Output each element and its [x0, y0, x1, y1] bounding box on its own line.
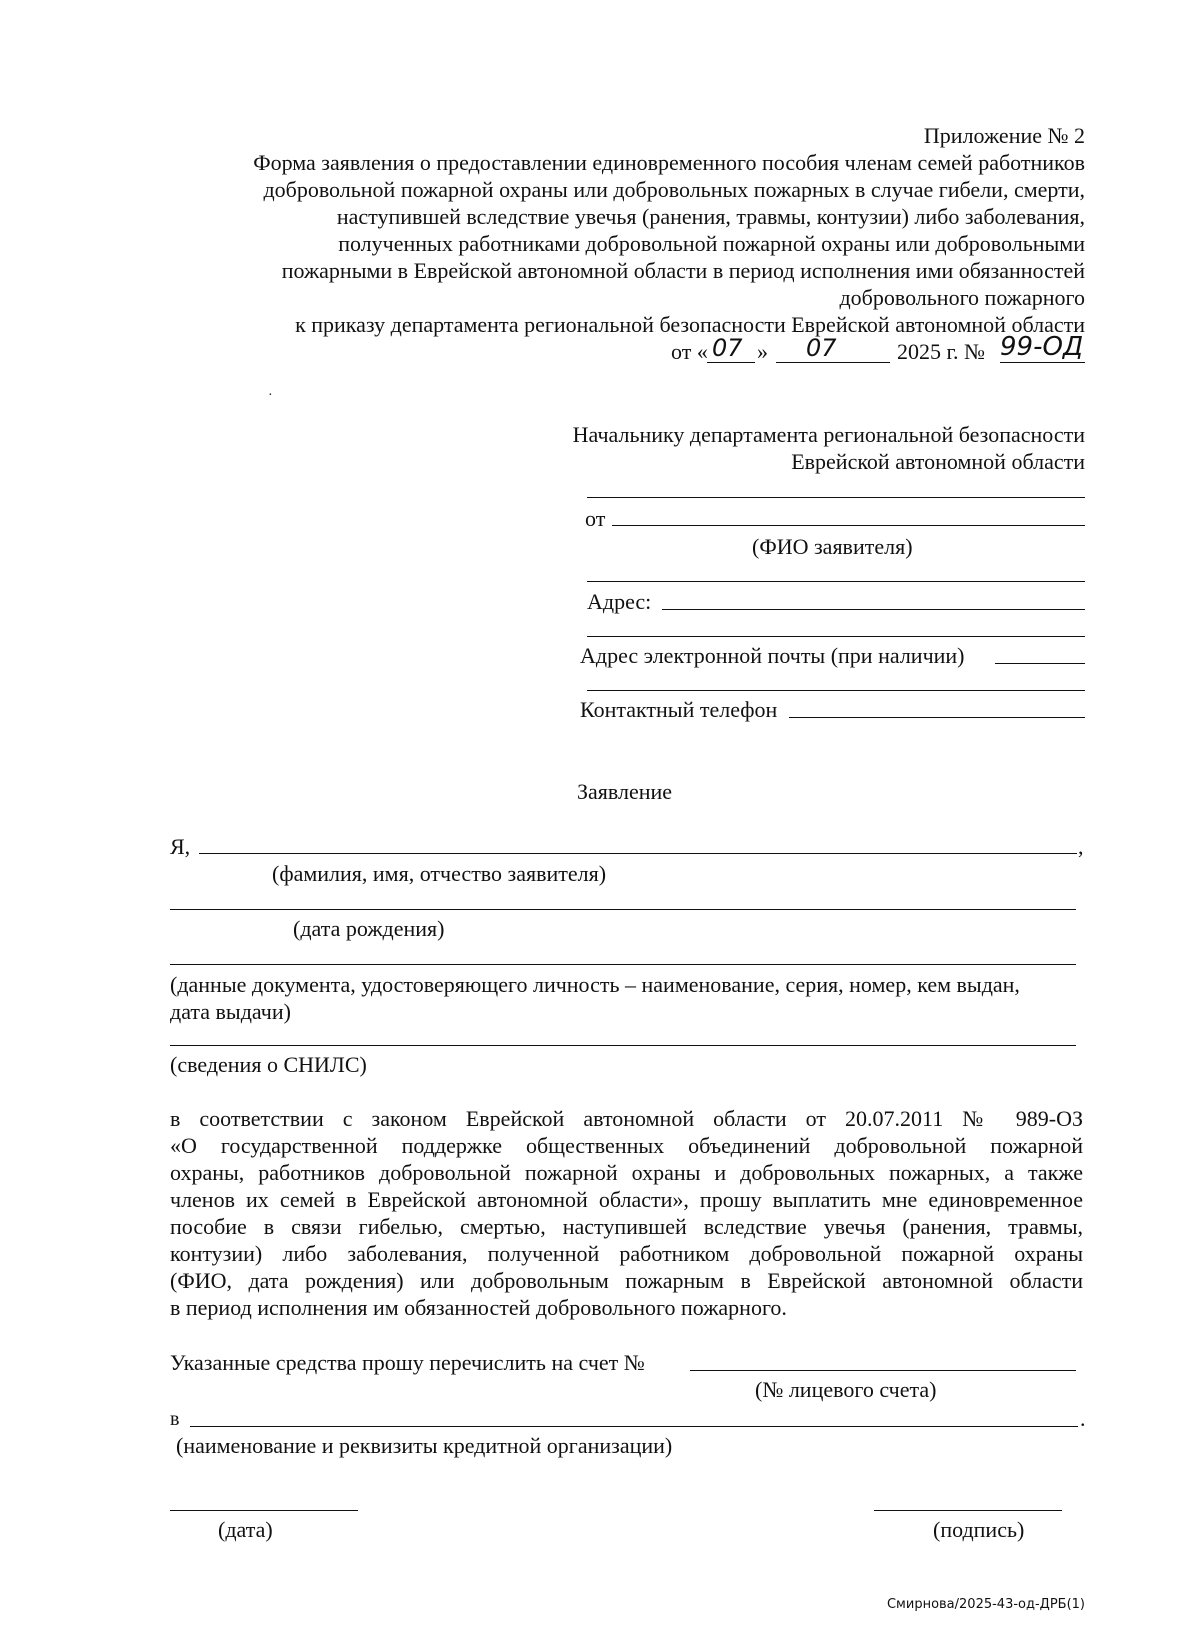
- body-line-6: контузии) либо заболевания, полученной работником добровольной пожарной охраны: [170, 1241, 1083, 1266]
- stray-dot: ·: [268, 388, 273, 403]
- date-field[interactable]: [170, 1510, 358, 1511]
- order-date-mid: »: [757, 339, 768, 364]
- order-day-handwritten: 07: [712, 334, 743, 362]
- addressee-blank-line-2[interactable]: [587, 581, 1085, 582]
- snils-field[interactable]: [170, 1045, 1076, 1046]
- form-title-line-6: добровольного пожарного: [839, 285, 1085, 310]
- address-field[interactable]: [662, 609, 1085, 610]
- email-field[interactable]: [995, 663, 1085, 664]
- order-month-handwritten: 07: [806, 334, 837, 362]
- order-date-prefix: от «: [671, 339, 708, 364]
- form-title-line-2: добровольной пожарной охраны или добровольных пожарных в случае гибели, смерти,: [263, 177, 1085, 202]
- phone-label: Контактный телефон: [580, 697, 778, 722]
- account-number-field[interactable]: [690, 1370, 1076, 1371]
- applicant-fio-caption: (ФИО заявителя): [752, 534, 913, 559]
- body-line-8: в период исполнения им обязанностей добровольного пожарного.: [170, 1295, 787, 1320]
- signature-caption: (подпись): [933, 1517, 1025, 1542]
- phone-field[interactable]: [789, 717, 1085, 718]
- address-label: Адрес:: [587, 589, 652, 614]
- identity-document-caption-line-2: дата выдачи): [170, 999, 291, 1024]
- order-year-label: 2025 г. №: [897, 339, 986, 364]
- statement-title: Заявление: [577, 779, 673, 804]
- body-line-7: (ФИО, дата рождения) или добровольным пожарным в Еврейской автономной области: [170, 1268, 1083, 1293]
- body-line-5: пособие в связи гибелью, смертью, наступившей вследствие увечья (ранения, травмы,: [170, 1214, 1083, 1239]
- body-line-4: членов их семей в Еврейской автономной области», прошу выплатить мне единовременное: [170, 1187, 1083, 1212]
- email-label: Адрес электронной почты (при наличии): [580, 643, 965, 668]
- birth-date-field[interactable]: [170, 909, 1076, 910]
- bank-trailing-dot: .: [1080, 1406, 1086, 1431]
- identity-document-field[interactable]: [170, 964, 1076, 965]
- full-name-caption: (фамилия, имя, отчество заявителя): [272, 861, 607, 886]
- identity-document-caption-line-1: (данные документа, удостоверяющего личность – наименование, серия, номер, кем выдан,: [170, 972, 1020, 997]
- order-number-underline: [1000, 362, 1085, 363]
- from-label: от: [585, 506, 606, 531]
- addressee-line-1: Начальнику департамента региональной безопасности: [572, 422, 1085, 447]
- name-trailing-comma: ,: [1078, 834, 1084, 859]
- account-label: Указанные средства прошу перечислить на счет №: [170, 1350, 645, 1375]
- email-field-line-2[interactable]: [587, 690, 1085, 691]
- snils-caption: (сведения о СНИЛС): [170, 1052, 367, 1077]
- addressee-line-2: Еврейской автономной области: [791, 449, 1085, 474]
- date-caption: (дата): [218, 1517, 273, 1542]
- form-title-line-3: наступившей вследствие увечья (ранения, травмы, контузии) либо заболевания,: [336, 204, 1085, 229]
- bank-details-field[interactable]: [190, 1426, 1078, 1427]
- bank-caption: (наименование и реквизиты кредитной организации): [176, 1433, 673, 1458]
- addressee-blank-line-1[interactable]: [587, 497, 1085, 498]
- address-field-line-2[interactable]: [587, 636, 1085, 637]
- document-code: Смирнова/2025-43-од-ДРБ(1): [886, 1597, 1085, 1612]
- appendix-label: Приложение № 2: [923, 123, 1085, 148]
- applicant-full-name-field[interactable]: [199, 853, 1077, 854]
- bank-prefix: в: [170, 1408, 180, 1430]
- form-title-line-4: полученных работниками добровольной пожарной охраны или добровольными: [338, 231, 1085, 256]
- body-line-2: «О государственной поддержке общественных объединений добровольной пожарной: [170, 1133, 1083, 1158]
- birth-date-caption: (дата рождения): [293, 916, 445, 941]
- order-number-handwritten: 99-ОД: [1000, 332, 1084, 362]
- body-line-1: в соответствии с законом Еврейской автономной области от 20.07.2011 № 989-ОЗ: [170, 1106, 1083, 1131]
- order-reference: к приказу департамента региональной безопасности Еврейской автономной области: [295, 312, 1085, 337]
- order-month-underline: [776, 362, 890, 363]
- account-caption: (№ лицевого счета): [755, 1377, 937, 1402]
- signature-field[interactable]: [874, 1510, 1062, 1511]
- body-line-3: охраны, работников добровольной пожарной охраны и добровольных пожарных, а также: [170, 1160, 1083, 1185]
- form-title-line-5: пожарными в Еврейской автономной области в период исполнения ими обязанностей: [281, 258, 1085, 283]
- applicant-fio-field[interactable]: [612, 525, 1085, 526]
- order-day-underline: [707, 362, 755, 363]
- i-label: Я,: [170, 834, 191, 859]
- form-title-line-1: Форма заявления о предоставлении единовременного пособия членам семей работников: [253, 150, 1085, 175]
